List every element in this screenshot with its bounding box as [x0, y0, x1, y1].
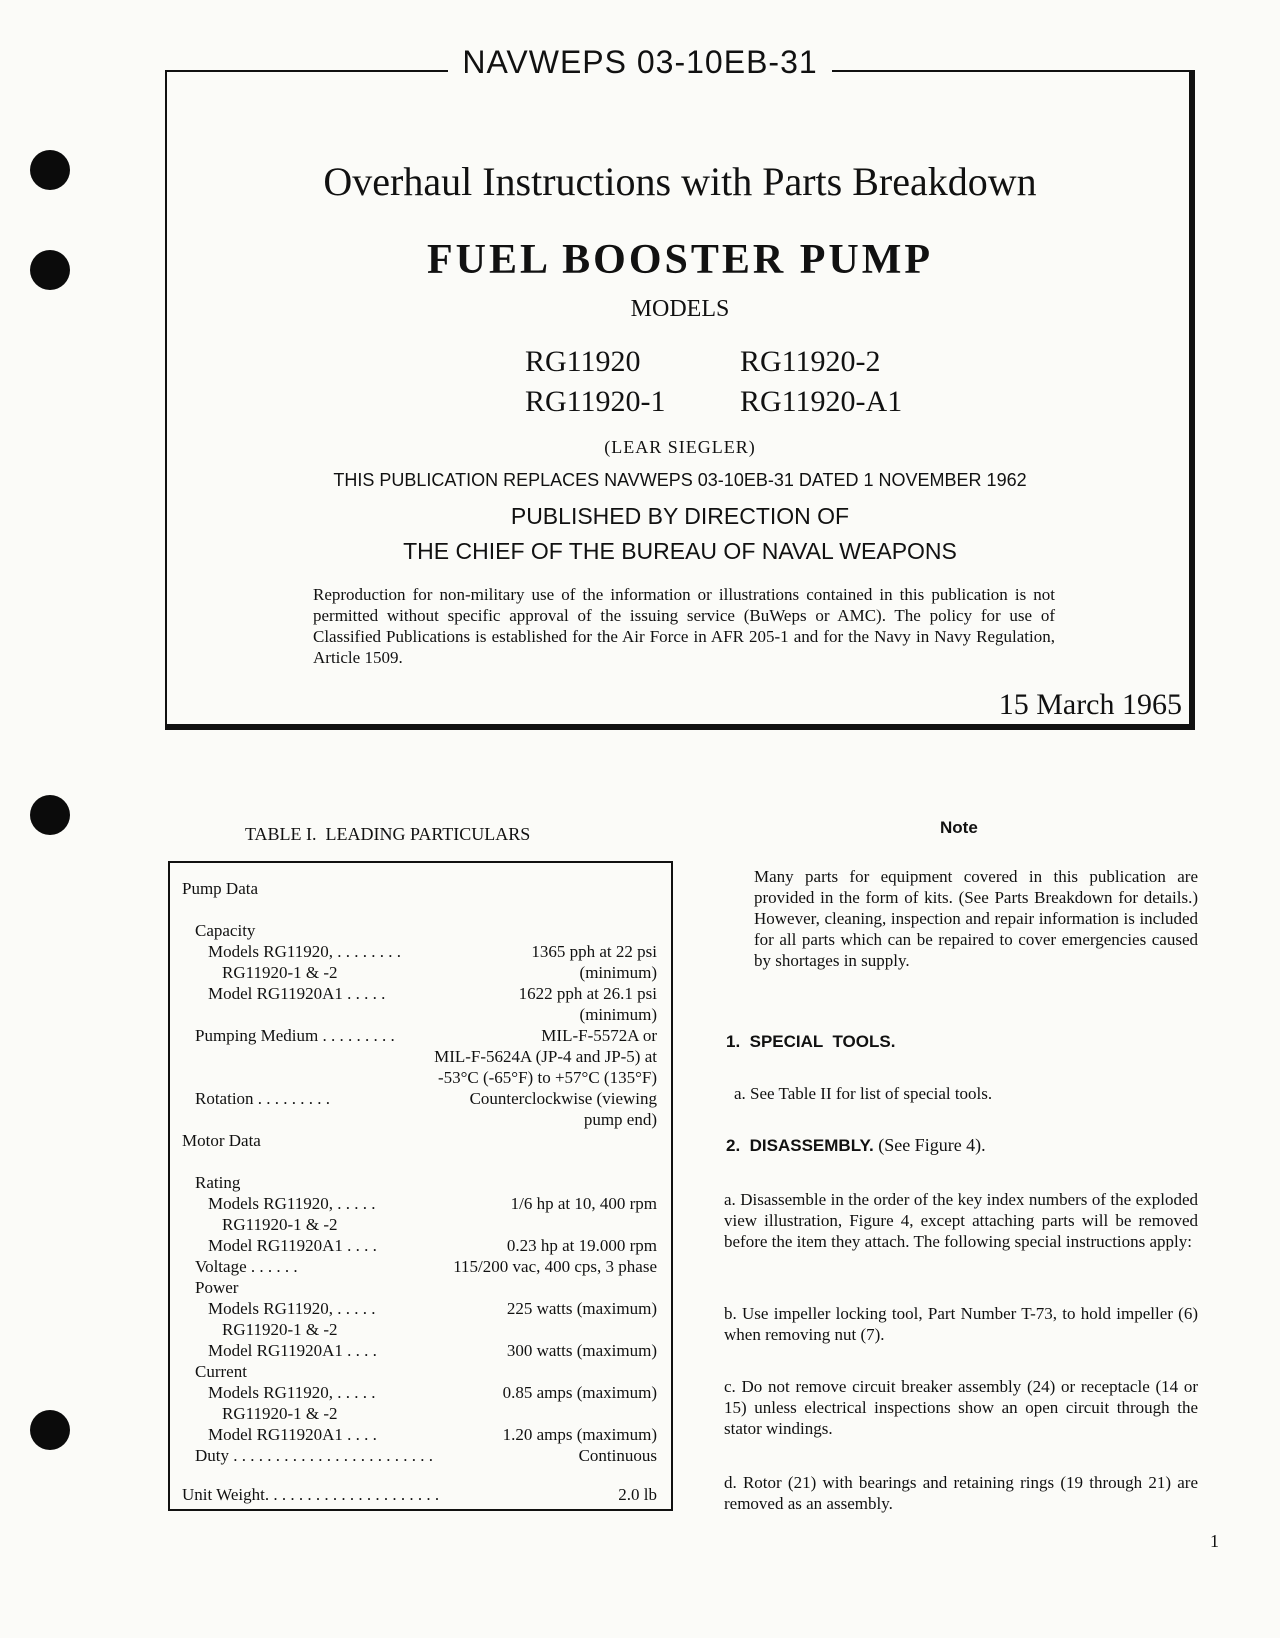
row-label: RG11920-1 & -2 [222, 1404, 338, 1423]
row-value: 1/6 hp at 10, 400 rpm [510, 1194, 657, 1213]
binder-hole [30, 150, 70, 190]
authority-line: THE CHIEF OF THE BUREAU OF NAVAL WEAPONS [403, 538, 957, 564]
subject-title: FUEL BOOSTER PUMP [426, 237, 934, 283]
section-heading [726, 1032, 895, 1052]
row-value: MIL-F-5624A (JP-4 and JP-5) at [434, 1047, 657, 1066]
row-value: 0.23 hp at 19.000 rpm [506, 1236, 657, 1255]
row-label: Pump Data [182, 879, 259, 898]
table-row [170, 1025, 675, 1046]
row-label: Model RG11920A1 . . . . [208, 1425, 377, 1444]
row-value: 2.0 lb [618, 1485, 657, 1504]
row-label: Duty . . . . . . . . . . . . . . . . . . . . . . . . [195, 1446, 433, 1465]
table-row [170, 1046, 675, 1067]
row-value: 1.20 amps (maximum) [502, 1425, 657, 1444]
table-row [170, 1382, 675, 1403]
paragraph: a. See Table II for list of special tools. [734, 1084, 993, 1103]
row-label: Model RG11920A1 . . . . . [208, 984, 386, 1003]
row-label: Capacity [195, 921, 256, 940]
publication-number: NAVWEPS 03-10EB-31 [0, 44, 1280, 81]
table-caption: TABLE I. LEADING PARTICULARS [245, 824, 531, 844]
supersedes-notice: THIS PUBLICATION REPLACES NAVWEPS 03-10EB-31 DATED 1 NOVEMBER 1962 [333, 470, 1027, 490]
table-row [170, 1319, 675, 1340]
row-value: (minimum) [579, 963, 657, 982]
row-value: (minimum) [579, 1005, 657, 1024]
table-row [170, 1214, 675, 1235]
table-row [170, 1256, 675, 1277]
row-value: MIL-F-5572A or [541, 1026, 657, 1045]
table-row [170, 1403, 675, 1424]
table-row [170, 1361, 675, 1382]
row-value: 300 watts (maximum) [506, 1341, 657, 1360]
row-label: RG11920-1 & -2 [222, 1215, 338, 1234]
table-row [170, 1298, 675, 1319]
row-label: Voltage . . . . . . [195, 1257, 298, 1276]
section-reference: (See Figure 4). [873, 1135, 986, 1155]
section-heading [726, 1135, 986, 1156]
row-label: Models RG11920, . . . . . . . . [208, 942, 401, 961]
page-number: 1 [1210, 1531, 1219, 1551]
row-value: 1365 pph at 22 psi [531, 942, 657, 961]
row-value: 1622 pph at 26.1 psi [518, 984, 657, 1003]
row-value: -53°C (-65°F) to +57°C (135°F) [437, 1068, 657, 1087]
row-label: Current [195, 1362, 247, 1381]
row-value: Continuous [578, 1446, 657, 1465]
table-row [170, 941, 675, 962]
row-label: Models RG11920, . . . . . [208, 1299, 376, 1318]
row-label: RG11920-1 & -2 [222, 1320, 338, 1339]
paragraph: b. Use impeller locking tool, Part Number T-73, to hold impeller (6) when removing nut (7). [724, 1304, 1198, 1344]
table-row [170, 983, 675, 1004]
row-value: 0.85 amps (maximum) [502, 1383, 657, 1402]
manufacturer: (LEAR SIEGLER) [604, 437, 756, 457]
models-label: MODELS [630, 296, 730, 322]
row-value: Counterclockwise (viewing [469, 1089, 657, 1108]
paragraph: a. Disassemble in the order of the key index numbers of the exploded view illustration, Figure 4, except attaching parts will be removed before the item they attach. The following special instructions apply: [724, 1190, 1198, 1251]
note-heading: Note [940, 818, 978, 837]
model-number: RG11920-A1 [740, 385, 903, 418]
section-title: 1. SPECIAL TOOLS. [726, 1032, 896, 1051]
binder-hole [30, 795, 70, 835]
row-label: Pumping Medium . . . . . . . . . [195, 1026, 395, 1045]
reproduction-notice: Reproduction for non-military use of the information or illustrations contained in this publication is not permitted without specific approval of the issuing service (BuWeps or AMC). The policy for use of Classified Publications is established for the Air Force in AFR 205-1 and for the Navy in Navy Regulation, Article 1509. [313, 585, 1055, 667]
section-title: 2. DISASSEMBLY. [726, 1136, 874, 1155]
model-number: RG11920-1 [525, 385, 666, 418]
row-label: Rating [195, 1173, 241, 1192]
table-row [170, 1004, 675, 1025]
row-label: Motor Data [182, 1131, 261, 1150]
row-value: 115/200 vac, 400 cps, 3 phase [453, 1257, 657, 1276]
model-number: RG11920 [525, 345, 641, 378]
table-row [170, 1484, 675, 1505]
table-row [170, 1445, 675, 1466]
table-row [170, 878, 675, 899]
table-row [170, 1277, 675, 1298]
publication-date: 15 March 1965 [998, 688, 1182, 721]
row-label: Model RG11920A1 . . . . [208, 1236, 377, 1255]
authority-line: PUBLISHED BY DIRECTION OF [510, 503, 850, 529]
model-number: RG11920-2 [740, 345, 881, 378]
table-row [170, 1424, 675, 1445]
leading-particulars-table [168, 861, 673, 1511]
paragraph: d. Rotor (21) with bearings and retaining rings (19 through 21) are removed as an assembly. [724, 1473, 1198, 1513]
table-row [170, 1235, 675, 1256]
row-label: Rotation . . . . . . . . . [195, 1089, 331, 1108]
row-value: pump end) [583, 1110, 657, 1129]
table-row [170, 920, 675, 941]
table-row [170, 1172, 675, 1193]
table-row [170, 1130, 675, 1151]
binder-hole [30, 1410, 70, 1450]
table-row [170, 1067, 675, 1088]
row-label: Power [195, 1278, 239, 1297]
row-label: Unit Weight. . . . . . . . . . . . . . . . . . . . . [182, 1485, 440, 1504]
row-label: Model RG11920A1 . . . . [208, 1341, 377, 1360]
row-label: Models RG11920, . . . . . [208, 1383, 376, 1402]
row-label: RG11920-1 & -2 [222, 963, 338, 982]
binder-hole [30, 250, 70, 290]
table-row [170, 1109, 675, 1130]
table-row [170, 1193, 675, 1214]
note-text: Many parts for equipment covered in this publication are provided in the form of kits. (See Parts Breakdown for details.) However, cleaning, inspection and repair information is included for all parts which can be repaired to cover emergencies caused by shortages in supply. [754, 867, 1198, 970]
row-value: 225 watts (maximum) [506, 1299, 657, 1318]
table-row [170, 1340, 675, 1361]
table-row [170, 1088, 675, 1109]
table-row [170, 962, 675, 983]
row-label: Models RG11920, . . . . . [208, 1194, 376, 1213]
paragraph: c. Do not remove circuit breaker assembly (24) or receptacle (14 or 15) unless electrical inspections show an open circuit through the stator windings. [724, 1377, 1198, 1438]
document-title: Overhaul Instructions with Parts Breakdown [323, 159, 1037, 204]
